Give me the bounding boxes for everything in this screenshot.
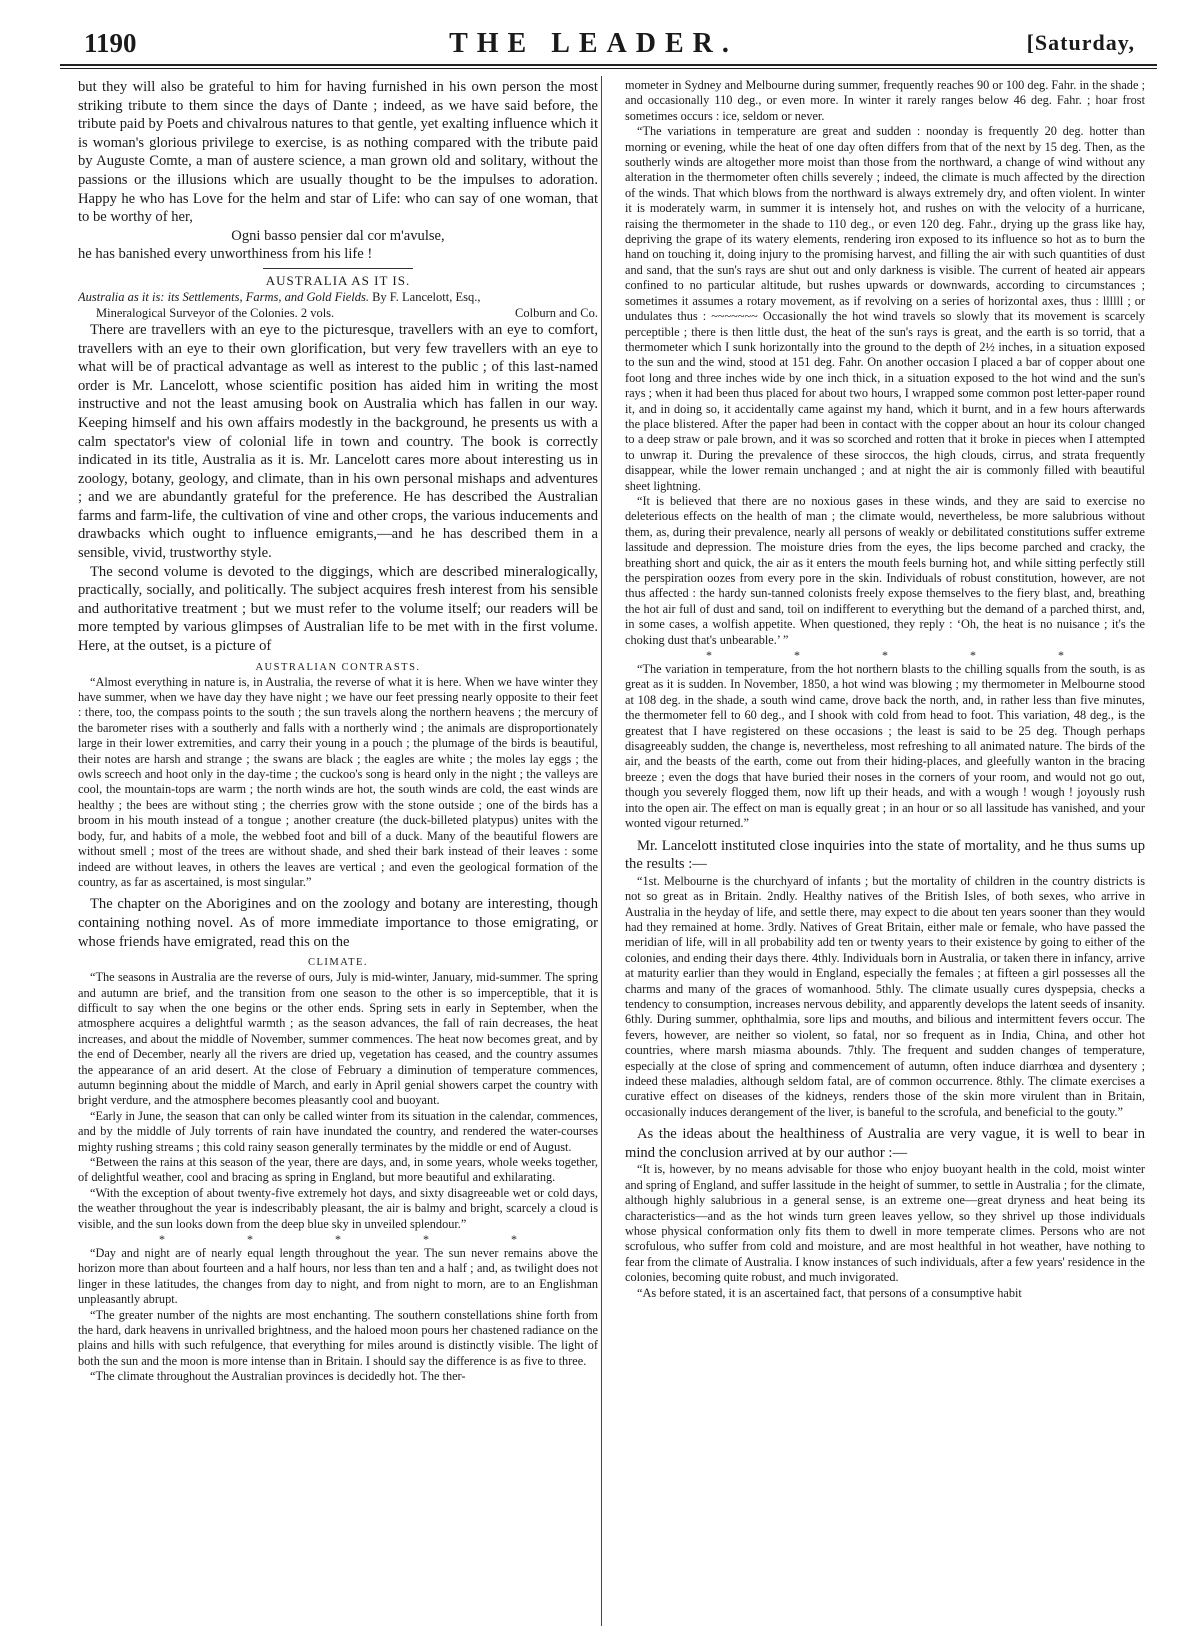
star-mark: *: [794, 648, 800, 663]
contrasts-quote: “Almost everything in nature is, in Australia, the reverse of what it is here. When we have winter they have summer, when we have day they have night ; we have our feet pressing nearly opposite to their feet : there, too, the compass points to the south ; the sun travels along the northern heavens ; the mercury of the barometer rises with a southerly and falls with a northerly wind ; the animals are disproportionately large in their lower extremities, and carry their young in a pouch ; the plumage of the birds is beautiful, their notes are harsh and strange ; the swans are black ; the eagles are white ; the moles lay eggs ; the owls screech and hoot only in the day-time ; the cuckoo's song is heard only in the night ; the valleys are cool, the mountain-tops are warm ; the north winds are hot, the south winds are cold, the east winds are healthy ; the bees are without sting ; the cherries grow with the stone outside ; one of the birds has a broom in his mouth instead of a tongue ; another creature (the duck-billeted platypus) unites with the body, fur, and habits of a mole, the webbed foot and bill of a duck. Many of the beautiful flowers are without smell ; most of the trees are without shade, and shed their bark instead of their leaves : some indeed are without leaves, in others the leaves are vertical ; and even the geological formation of the country, as far as ascertained, is most singular.”: [78, 674, 598, 889]
health-intro: As the ideas about the healthiness of Australia are very vague, it is well to bear in mind the conclusion arrived at by our author :—: [625, 1126, 1145, 1161]
climate-quote: “With the exception of about twenty-five extremely hot days, and sixty disagreeable wet or cold days, the weather throughout the year is indescribably pleasant, the air is balmy and bright, scarcely a cloud is visible, and the sun looks down from the deep blue sky in unveiled splendour.”: [78, 1185, 598, 1231]
masthead-title: THE LEADER.: [449, 28, 738, 59]
header-rule-thick: [60, 64, 1157, 66]
right-column: [625, 78, 1145, 1633]
header-day: [Saturday,: [1026, 30, 1135, 55]
climate-quote: “The greater number of the nights are most enchanting. The southern constellations shine forth from the hard, dark heavens in unrivalled brightness, and the haloed moon pours her chastened radiance on the plains and hills with such refulgence, that everything for miles around is distinctly visible. The light of both the sun and the moon is more intense than in Britain. I should say the difference is as five to three.: [78, 1307, 598, 1368]
intro-paragraph: but they will also be grateful to him for having furnished in his own person the most striking tribute to them since the days of Dante ; indeed, as we have said before, the tribute paid by Poets and chivalrous natures to that gentle, yet exalting influence which it is woman's glorious privilege to exercise, is as nothing compared with the tribute paid by Auguste Comte, a man of austere science, a man grown old and solitary, without the passions or the illusions which are usually thought to be the impulses to adoration. Happy he who has Love for the helm and star of Life: who can say of one woman, that to be worthy of her,: [78, 79, 598, 226]
book-role: Mineralogical Surveyor of the Colonies. 2 vols.: [96, 306, 335, 321]
climate-quote: “Early in June, the season that can only be called winter from its situation in the calendar, commences, and by the middle of July torrents of rain have inundated the country, and rendered the water-courses mighty rushing streams ; this cold rainy season generally terminates by the middle or end of August.: [78, 1108, 598, 1154]
star-mark: *: [970, 648, 976, 663]
climate-quote: “Day and night are of nearly equal length throughout the year. The sun never remains above the horizon more than about fourteen and a half hours, nor less than ten and a half ; and, as twilight does not linger in these latitudes, the changes from day to night, and from night to morn, are to an Englishman unpleasantly abrupt.: [78, 1246, 598, 1307]
climate-quote-cont: “It is believed that there are no noxious gases in these winds, and they are said to exercise no deleterious effects on the health of man ; the climate would, nevertheless, be more salubrious without them, as, during their prevalence, nearly all persons of weakly or debilitated constitutions suffer extreme lassitude and depression. The moisture dries from the eyes, the lips become parched and cracky, the breathing short and quick, the air as it enters the mouth feels burning hot, and while sitting perfectly still the perspiration oozes from every pore in the skin. Individuals of robust constitution, however, are not thus affected : the hardy sun-tanned colonists freely expose themselves to the fiery blast, and, breathing the hot air full of dust and sand, toil on indifferent to everything but the demand of a parched thirst, and, in some cases, a wolfish appetite. When questioned, they reply : ‘Oh, the heat is no nuisance ; it's the choking dust that's unbearable.’ ”: [625, 493, 1145, 647]
page-number: 1190: [84, 28, 137, 58]
star-mark: *: [335, 1232, 341, 1246]
section-rule: [263, 268, 413, 269]
book-author: By F. Lancelott, Esq.,: [372, 289, 481, 304]
section-stars: [625, 649, 1145, 661]
outro-line: he has banished every unworthiness from his life !: [78, 246, 373, 263]
health-quote-last: “As before stated, it is an ascertained fact, that persons of a consumptive habit: [637, 1285, 1022, 1300]
header-rule-thin: [60, 68, 1157, 69]
star-mark: *: [159, 1232, 165, 1246]
aborigines-paragraph: The chapter on the Aborigines and on the zoology and botany are interesting, though containing nothing novel. As of more immediate importance to those emigrating, or whose friends have emigrated, read this on the: [78, 896, 598, 950]
section-title: AUSTRALIA AS IT IS.: [265, 272, 411, 288]
climate-quote-cont: “The variation in temperature, from the hot northern blasts to the chilling squalls from the south, is as great as it is sudden. In November, 1850, a hot wind was blowing ; my thermometer in Melbourne stood at 108 deg. in the shade, a south wind came, drove back the north, and, in rather less than five minutes, the thermometer fell to 60 deg., and I shook with cold from head to foot. This variation, 48 deg., is the greatest that I have registered on these occasions ; the least is said to be 25 deg. Though perhaps disagreeably sudden, the change is, nevertheless, most refreshing to all animated nature. The birds of the air, and the beasts of the earth, come out from their hiding-places, and gleefully wanton in the bracing breeze ; even the dogs that have buried their noses in the corners of your room, and would not go out, though you severely flogged them, now lift up their heads, and with a wough ! wough ! joyously rush into the open air. The effect on man is equally great ; in an hour or so all lassitude has vanished, and your wonted vigour returned.”: [625, 662, 1145, 831]
column-divider: [601, 76, 602, 1626]
star-mark: *: [706, 648, 712, 663]
review-paragraph: The second volume is devoted to the diggings, which are described mineralogically, practically, socially, and politically. The subject acquires fresh interest from his sensible and authoritative treatment ; but we must refer to the volume itself; our readers will be more tempted by various glimpses of Australian life to be met with in the first volume. Here, at the outset, is a picture of: [78, 563, 598, 655]
italian-verse-line: Ogni basso pensier dal cor m'avulse,: [231, 227, 445, 244]
climate-quote: “Between the rains at this season of the year, there are days, and, in some years, whole weeks together, of delightful weather, cool and bracing as spring in England, but more beautiful and exhilarating.: [78, 1154, 598, 1185]
star-mark: *: [882, 648, 888, 663]
book-publisher: Colburn and Co.: [515, 306, 598, 321]
star-mark: *: [423, 1232, 429, 1246]
book-citation: [78, 290, 598, 305]
book-citation-line2: [78, 306, 598, 321]
left-column: [78, 78, 598, 1633]
section-stars: [78, 1233, 598, 1245]
mortality-intro: Mr. Lancelott instituted close inquiries into the state of mortality, and he thus sums up the results :—: [625, 837, 1145, 873]
climate-quote-cont: mometer in Sydney and Melbourne during summer, frequently reaches 90 or 100 deg. Fahr. in the shade ; and occasionally 110 deg., or even more. In winter it rarely ranges below 46 deg. Fahr. ; hoar frost sometimes occurs : ice, seldom or never.: [625, 78, 1145, 123]
climate-quote: “The climate throughout the Australian provinces is decidedly hot. The ther-: [90, 1369, 466, 1384]
climate-quote-cont: “The variations in temperature are great and sudden : noonday is frequently 20 deg. hotter than morning or evening, while the heat of one day often differs from that of the next by 15 deg. Then, as the southerly winds are altogether more moist than those from the northward, a change of wind without any alteration in the thermometer often chills severely ; indeed, the climate is much affected by the direction of the winds. That which blows from the northward is always extremely dry, and often violent. In winter it is moderately warm, in summer it is intensely hot, and rushes on with the velocity of a hurricane, raising the thermometer in the shade to 110 deg., or even 120 deg. Fahr., drying up the grass like hay, depriving the grape of its watery elements, rendering iron exposed to its influence so hot as to burn the hand on touching it, doing injury to the promising harvest, and filling the air with such quantities of dust and sand, that the sun's rays are shut out and only darkness is visible. The current of heated air appears confined to no particular altitude, but rushes upwards or downwards, according to circumstances ; sometimes it assumes a rotary movement, as if revolving on a series of horizontal axes, thus : llllll ; or undulates thus : ~~~~~~~ Occasionally the hot wind travels so slowly that its movement is scarcely perceptible ; there is then little dust, the heat of the sun's rays is great, and the earth is so torrid, that a thermometer which I sunk horizontally into the ground to the depth of 2½ inches, in a situation exposed to the sun and the wind, stood at 151 deg. Fahr. On another occasion I placed a bar of copper about one foot long and three inches wide by one inch thick, in a situation exposed to the hot wind and the sun's rays ; when it had been thus placed for about two hours, I wrapped some common post letter-paper round it, and in doing so, it accidentally came against my hand, which it burnt, and in a few hours afterwards the place blistered. After the paper had been in contact with the copper about an hour its colour changed to a deep straw or pale brown, and it was so scorched and rotten that it broke in pieces when I attempted to unwrap it. During the prevalence of these siroccos, the high clouds, cirrus, and strata frequently disappear, while the lower remain unchanged ; and at night the air is commonly filled with beautiful sheet lightning.: [625, 124, 1145, 493]
climate-quote: “The seasons in Australia are the reverse of ours, July is mid-winter, January, mid-summer. The spring and autumn are brief, and the transition from one season to the other is so imperceptible, that it is difficult to say when the one begins or the other ends. Spring sets in early in September, when the atmosphere acquires a delightful warmth ; as the season advances, the fall of rain decreases, the heat increases, and about the middle of November, summer commences. The heat now becomes great, and by the end of December, nearly all the rivers are dried up, vegetation has ceased, and the country assumes the appearance of an arid desert. At the close of February a diminution of temperature commences, autumn beginning about the middle of March, and early in April genial showers carpet the country with bright verdure, and the atmosphere becomes pleasantly cool and buoyant.: [78, 970, 598, 1108]
climate-heading: CLIMATE.: [307, 957, 369, 969]
star-mark: *: [1058, 648, 1064, 663]
star-mark: *: [511, 1232, 517, 1246]
health-quote: “It is, however, by no means advisable for those who enjoy buoyant health in the cold, moist winter and spring of England, and suffer lassitude in the height of summer, to settle in Australia ; for the climate, although highly salubrious in a general sense, is an extreme one—great dryness and heat being its characteristics—and as the hot winds turn green leaves yellow, so they shrivel up those individuals whose physical conformation only fits them to dwell in more temperate climes. Persons who are not scrofulous, who suffer from cold and moisture, and are most healthful in hot weather, have nothing to fear from the climate of Australia. I know instances of such individuals, after a few years' residence in the colonies, becoming quite robust, and much invigorated.: [625, 1162, 1145, 1285]
mortality-quote: “1st. Melbourne is the churchyard of infants ; but the mortality of children in the country districts is not so great as in Britain. 2ndly. Healthy natives of the British Isles, of both sexes, who arrive in Australia in the heyday of life, and settle there, may expect to die about ten years sooner than they would had they remained at home. 3rdly. Natives of Great Britain, either male or female, who have passed the meridian of life, will in all probability add ten or twenty years to their existence by going to either of the colonies, and ending their days there. 4thly. Individuals born in Australia, or taken there in infancy, arrive at maturity earlier than they would in England, especially the females ; at fifteen a girl possesses all the charms and many of the graces of womanhood. 5thly. The climate usually cures dyspepsia, checks a tendency to consumption, increases nervous debility, and apparently develops the latent seeds of insanity. 6thly. During summer, ophthalmia, sore lips and mouths, and bilious and intermittent fevers occur. The fevers, however, are neither so violent, so fatal, nor so frequent as in India, China, and other hot countries, where marsh miasma abounds. 7thly. The frequent and sudden changes of temperature, especially at the close of spring and commencement of autumn, often induce diarrhœa and dysentery ; indeed these maladies, although seldom fatal, are of common occurrence. 8thly. The climate exercises a curative effect on diseases of the kidneys, renders those of the skin more virulent than in Britain, occasionally induces derangement of the liver, is baneful to the scrofula, and beneficial to the gouty.”: [625, 873, 1145, 1119]
book-title: Australia as it is: its Settlements, Farms, and Gold Fields.: [78, 289, 369, 304]
star-mark: *: [247, 1232, 253, 1246]
contrasts-heading: AUSTRALIAN CONTRASTS.: [255, 661, 421, 673]
page-header: [32, 28, 1155, 68]
review-paragraph: There are travellers with an eye to the picturesque, travellers with an eye to comfort, travellers with an eye to their own glorification, but very few travellers with an eye to what will be of practical advantage as well as interest to the public ; of this last-named order is Mr. Lancelott, whose scientific position has aided him in writing the most instructive and not the least amusing book on Australia which has fallen in our way. Keeping himself and his own affairs modestly in the background, he presents us with a calm spectator's view of colonial life in town and country. The book is correctly indicated in its title, Australia as it is. Mr. Lancelott cares more about interesting us in zoology, botany, geology, and climate, than in his own personal mishaps and adventures ; and we are abundantly grateful for the preference. He has described the Australian farms and farm-life, the cultivation of vine and other crops, the various inducements and drawbacks which ought to influence emigrants,—and he has described them in a sensible, vivid, trustworthy style.: [78, 321, 598, 562]
